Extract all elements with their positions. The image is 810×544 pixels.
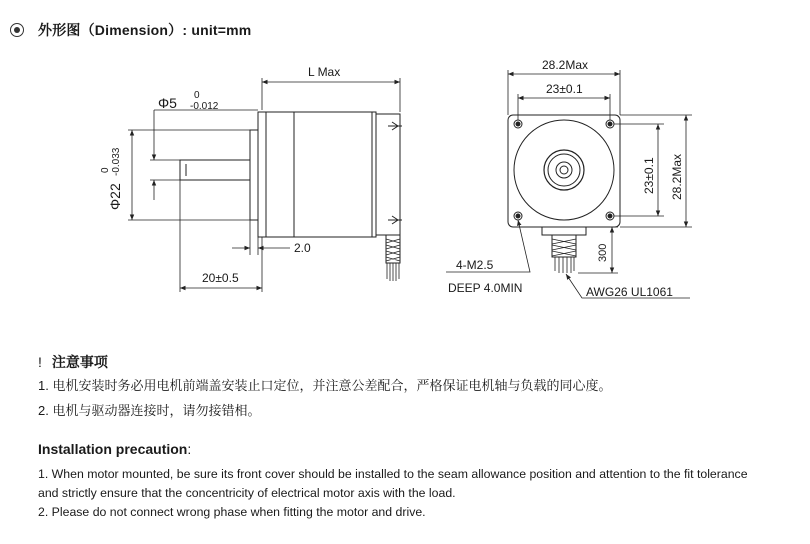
length-max-label: L Max: [308, 65, 341, 79]
hole-spacing-v-label: 23±0.1: [642, 157, 656, 194]
boss-dia-label: [100, 147, 123, 210]
front-wire-exit: [542, 227, 586, 273]
shaft-dia-main: Φ5: [158, 95, 177, 111]
notes-en-body: [38, 465, 808, 522]
notes-en-title-suffix: :: [187, 441, 192, 457]
notes-en-line-3: 2. Please do not connect wrong phase when fitting the motor and drive.: [38, 505, 426, 519]
radio-bullet-icon: [10, 23, 24, 37]
width-max-label: 28.2Max: [542, 58, 589, 72]
notes-cn-item-2: 2. 电机与驱动器连接时，请勿接错相。: [38, 403, 261, 418]
dimension-drawing: [0, 40, 810, 310]
height-max-label: 28.2Max: [670, 153, 684, 200]
side-rear-cap: [376, 114, 400, 235]
shaft-dia-tol-lower: -0.012: [190, 101, 219, 112]
boss-dia-tol-upper: 0: [100, 167, 111, 173]
side-wire-bundle: [386, 235, 400, 281]
notes-cn-item-1: 1. 电机安装时务必用电机前端盖安装止口定位，并注意公差配合，严格保证电机轴与负载的同心度。: [38, 378, 612, 393]
side-flange: [258, 112, 266, 237]
notes-en-line-2: and strictly ensure that the concentricity of electrical motor axis with the load.: [38, 486, 456, 500]
warning-mark: !: [38, 354, 42, 370]
side-boss: [250, 130, 258, 220]
notes-cn-heading: [38, 352, 806, 372]
notes-cn-title: 注意事项: [51, 354, 108, 370]
wire-spec-label: AWG26 UL1061: [586, 285, 673, 299]
boss-dia-tol-lower: -0.033: [111, 147, 122, 176]
hole-spacing-h-label: 23±0.1: [546, 82, 583, 96]
lead-length-label: 300: [597, 243, 609, 262]
screw-spec-label: 4-M2.5: [456, 258, 494, 272]
section-heading: [10, 20, 251, 40]
boss-depth-label: 2.0: [294, 241, 311, 255]
shaft-dia-tol-upper: 0: [194, 90, 200, 101]
notes-cn: [38, 352, 806, 422]
shaft-length-label: 20±0.5: [202, 271, 239, 285]
notes-en-heading: [38, 441, 191, 457]
boss-dia-main: Φ22: [107, 183, 123, 210]
screw-depth-label: DEEP 4.0MIN: [448, 281, 523, 295]
notes-en-title: Installation precaution: [38, 441, 188, 457]
lead-length-label-wrap: [597, 244, 609, 262]
section-title: 外形图（Dimension）: unit=mm: [38, 22, 252, 38]
notes-en-line-1: 1. When motor mounted, be sure its front cover should be installed to the seam allowance position and attention to the fit tolerance: [38, 467, 748, 481]
height-max-label-wrap: [670, 154, 684, 200]
front-body-circle: [514, 120, 614, 220]
hole-spacing-v-label-wrap: [642, 157, 656, 194]
side-shaft: [180, 160, 250, 180]
side-body: [266, 112, 376, 237]
